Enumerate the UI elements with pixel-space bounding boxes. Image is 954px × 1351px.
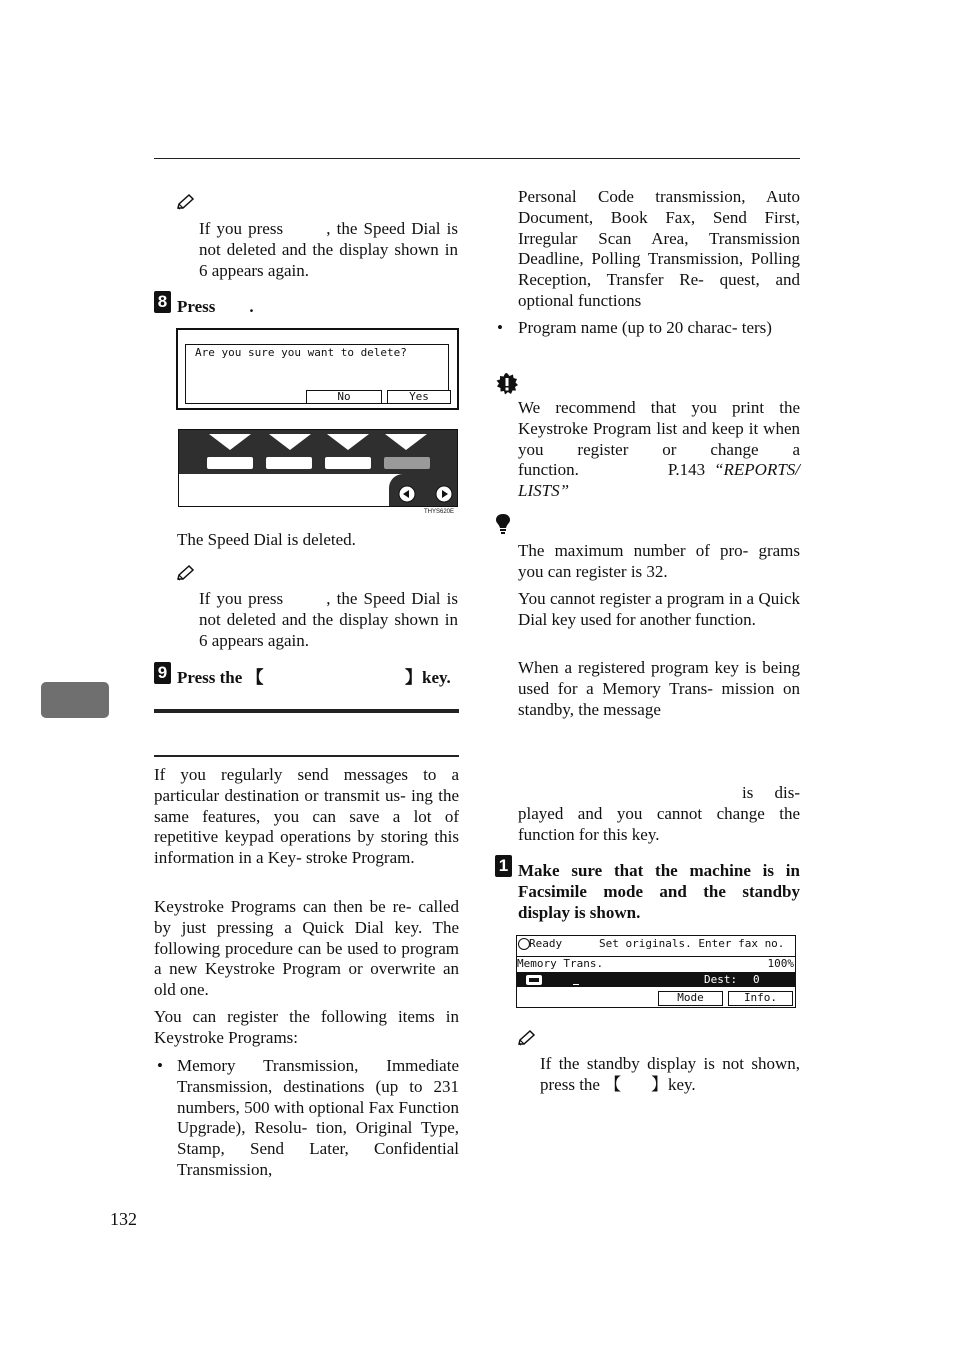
ready-label: Ready	[529, 937, 563, 950]
limitation-text: played and you cannot change the function for this key.	[518, 804, 800, 844]
step-label-suffix: 】key.	[405, 668, 451, 687]
important-text	[518, 398, 800, 502]
bullet-item: Program name (up to 20 charac- ters)	[518, 318, 772, 337]
page-number: 132	[110, 1209, 137, 1229]
standby-screen	[516, 935, 796, 1008]
selection-key-panel	[178, 429, 458, 507]
section-rule-thin	[154, 755, 459, 757]
memory-label: Memory Trans.	[517, 957, 604, 970]
reference-title[interactable]: “REPORTS/ LISTS”	[518, 460, 801, 501]
standby-prompt: Set originals. Enter fax no.	[599, 937, 785, 950]
limitation-icon	[494, 513, 512, 535]
bullet-item: Memory Transmission, Immediate Transmission, destinations (up to 231 numbers, 500 with optional Fax Function Upgrade), Resolu- tion, Original Type, Stamp, Send Later, Confidential Transmission,	[177, 1056, 459, 1179]
step-label: Press .	[177, 297, 254, 316]
reference-arrow	[579, 460, 668, 479]
bullet-dot: •	[497, 318, 503, 337]
bullet-continuation: Personal Code transmission, Auto Document, Book Fax, Send First, Irregular Scan Area, Transmission Deadline, Polling Transmission, Polling Reception, Transfer Re- quest, and optional functions	[518, 187, 800, 310]
memory-percent: 100%	[767, 957, 794, 970]
pencil-note-icon	[176, 193, 196, 211]
step-label: Make sure that the machine is in Facsimile mode and the standby display is shown.	[518, 861, 800, 922]
limitation-text: The maximum number of pro- grams you can register is 32.	[518, 541, 800, 581]
key-name-blank	[621, 1075, 651, 1094]
dest-value: 0	[753, 973, 760, 986]
mode-button[interactable]: Mode	[658, 991, 723, 1006]
cursor	[573, 984, 579, 985]
note-text	[540, 1054, 800, 1096]
figure-code: THYS620E	[424, 509, 455, 515]
bullet-dot: •	[157, 1056, 163, 1075]
arrow-left-icon[interactable]	[398, 485, 416, 503]
important-icon	[496, 373, 518, 395]
pencil-note-icon	[517, 1029, 537, 1047]
note-text: If you press , the Speed Dial is not deleted and the display shown in 6 appears again.	[199, 219, 458, 280]
no-button[interactable]: No	[306, 390, 382, 404]
selection-keys	[179, 430, 457, 474]
intro-paragraph: You can register the following items in Keystroke Programs:	[154, 1007, 459, 1047]
delete-confirm-screen	[176, 328, 459, 410]
intro-paragraph: If you regularly send messages to a particular destination or transmit us- ing the same features, you can save a lot of repetitive keypad operations by storing this information in a Key- stroke Program.	[154, 765, 459, 868]
step-number: 9	[154, 662, 171, 684]
important-body: We recommend that you print the Keystroke Program list and keep it when you register or change a function.	[518, 398, 800, 480]
note-text-prefix: If the standby display is not shown, press the 【	[540, 1054, 800, 1094]
header-rule	[154, 158, 800, 159]
chapter-tab	[41, 682, 109, 718]
pencil-note-icon	[176, 564, 196, 582]
limitation-text: is dis-	[742, 783, 800, 802]
limitation-text: When a registered program key is being used for a Memory Trans- mission on standby, the message	[518, 658, 800, 719]
step-number: 8	[154, 291, 171, 313]
step-label-prefix: Press the 【	[177, 668, 264, 687]
section-rule-thick	[154, 709, 459, 713]
yes-button[interactable]: Yes	[387, 390, 451, 404]
limitation-text: You cannot register a program in a Quick Dial key used for another function.	[518, 589, 800, 629]
intro-paragraph: Keystroke Programs can then be re- called by just pressing a Quick Dial key. The following procedure can be used to program a new Keystroke Program or overwrite an old one.	[154, 897, 459, 1000]
note-text: If you press , the Speed Dial is not deleted and the display shown in 6 appears again.	[199, 589, 458, 650]
note-text-suffix: 】key.	[650, 1074, 696, 1094]
info-button[interactable]: Info.	[728, 991, 793, 1006]
arrow-right-icon[interactable]	[435, 485, 453, 503]
phone-icon	[525, 974, 543, 986]
deleted-text: The Speed Dial is deleted.	[177, 530, 356, 549]
dest-label: Dest:	[704, 973, 738, 986]
reference-page[interactable]: P.143	[667, 460, 706, 480]
delete-prompt: Are you sure you want to delete?	[195, 346, 407, 359]
step-number: 1	[495, 855, 512, 877]
